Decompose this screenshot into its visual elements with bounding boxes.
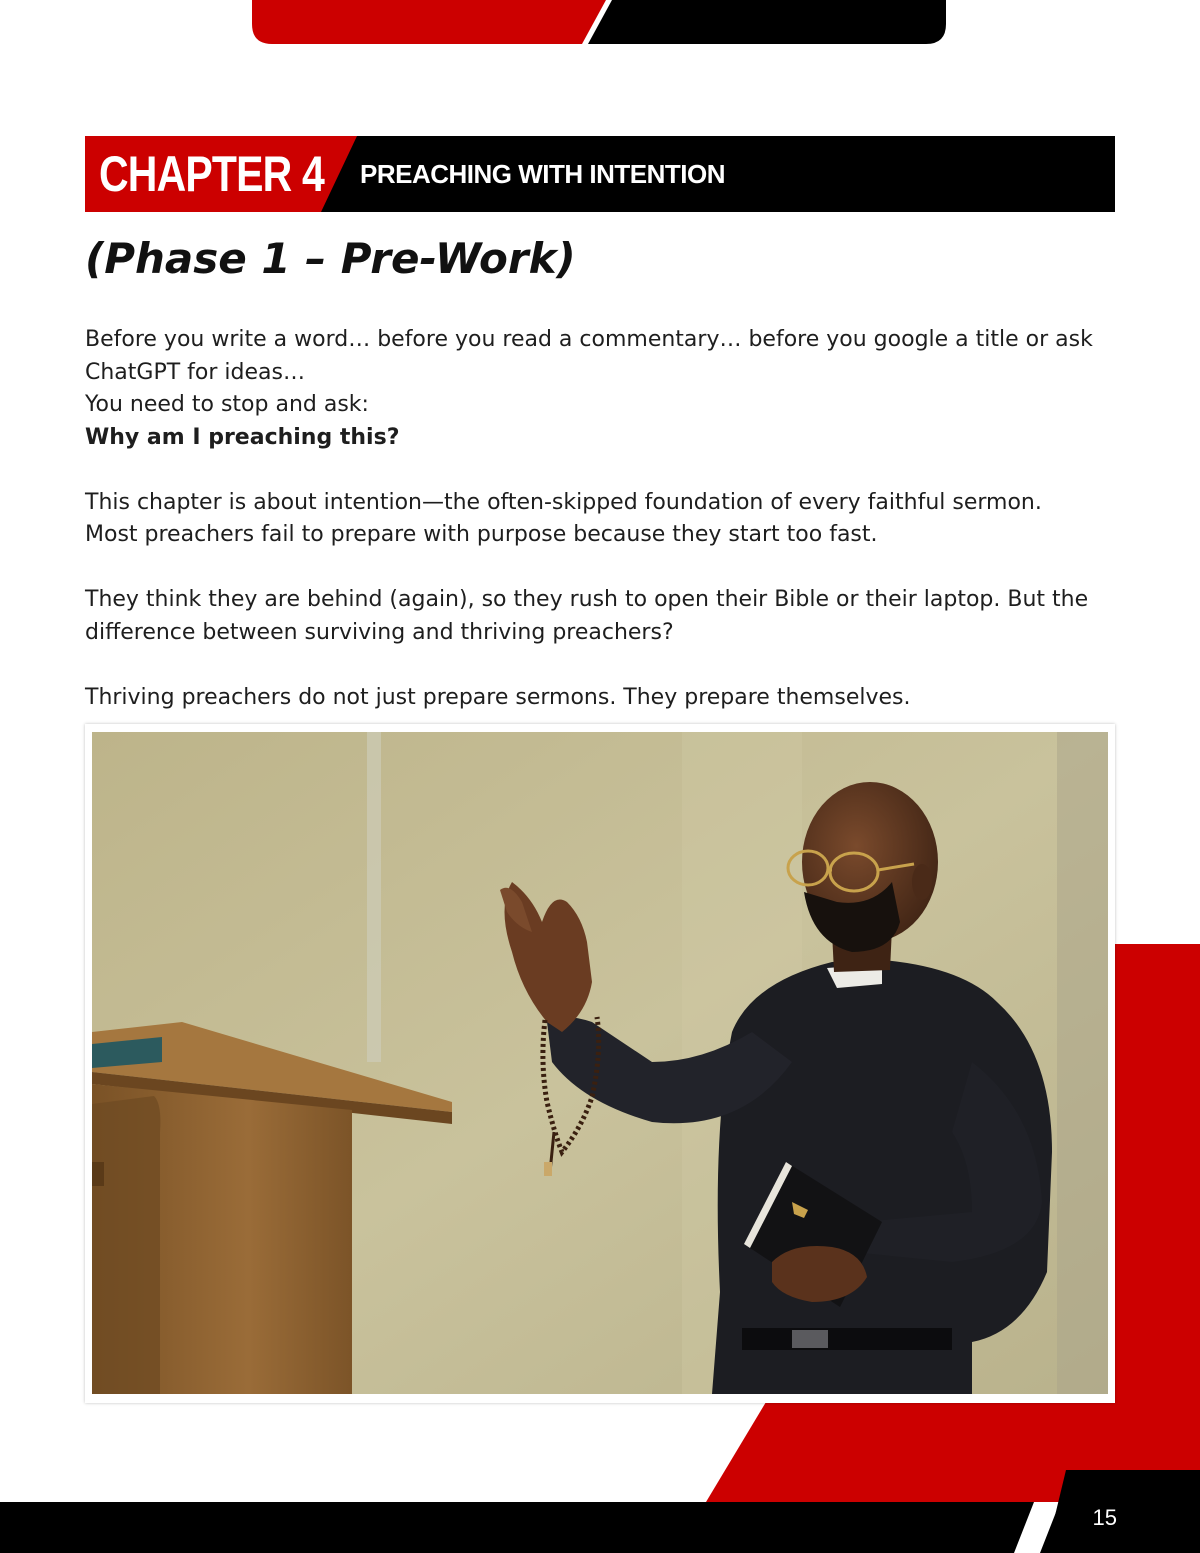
section-title: (Phase 1 – Pre-Work) [85, 234, 576, 283]
paragraph-gap [85, 454, 1115, 487]
body-text [85, 324, 1115, 714]
key-question: Why am I preaching this? [85, 424, 400, 450]
paragraph-line: difference between surviving and thriving preachers? [85, 619, 674, 645]
chapter-subtitle: PREACHING WITH INTENTION [360, 159, 725, 189]
paragraph-line: Most preachers fail to prepare with purpose because they start too fast. [85, 522, 878, 547]
paragraph-line: This chapter is about intention—the often-skipped foundation of every faithful sermon. [85, 489, 1042, 515]
bottom-decorative-band [0, 1400, 1200, 1553]
page-number: 15 [1092, 1505, 1117, 1530]
paragraph-line: They think they are behind (again), so they rush to open their Bible or their laptop. But the [85, 587, 1089, 612]
paragraph-line: Thriving preachers do not just prepare sermons. They prepare themselves. [85, 684, 911, 710]
paragraph-line: ChatGPT for ideas… [85, 359, 305, 385]
top-decorative-band [0, 0, 1200, 50]
paragraph-gap [85, 649, 1115, 682]
paragraph-line: You need to stop and ask: [85, 392, 369, 417]
paragraph-gap [85, 552, 1115, 585]
paragraph-line: Before you write a word… before you read a commentary… before you google a title or ask [85, 327, 1093, 352]
chapter-header-bar [85, 136, 1115, 212]
preacher-photo [92, 732, 1108, 1394]
photo-frame [85, 724, 1115, 1403]
chapter-number: CHAPTER 4 [99, 146, 324, 202]
